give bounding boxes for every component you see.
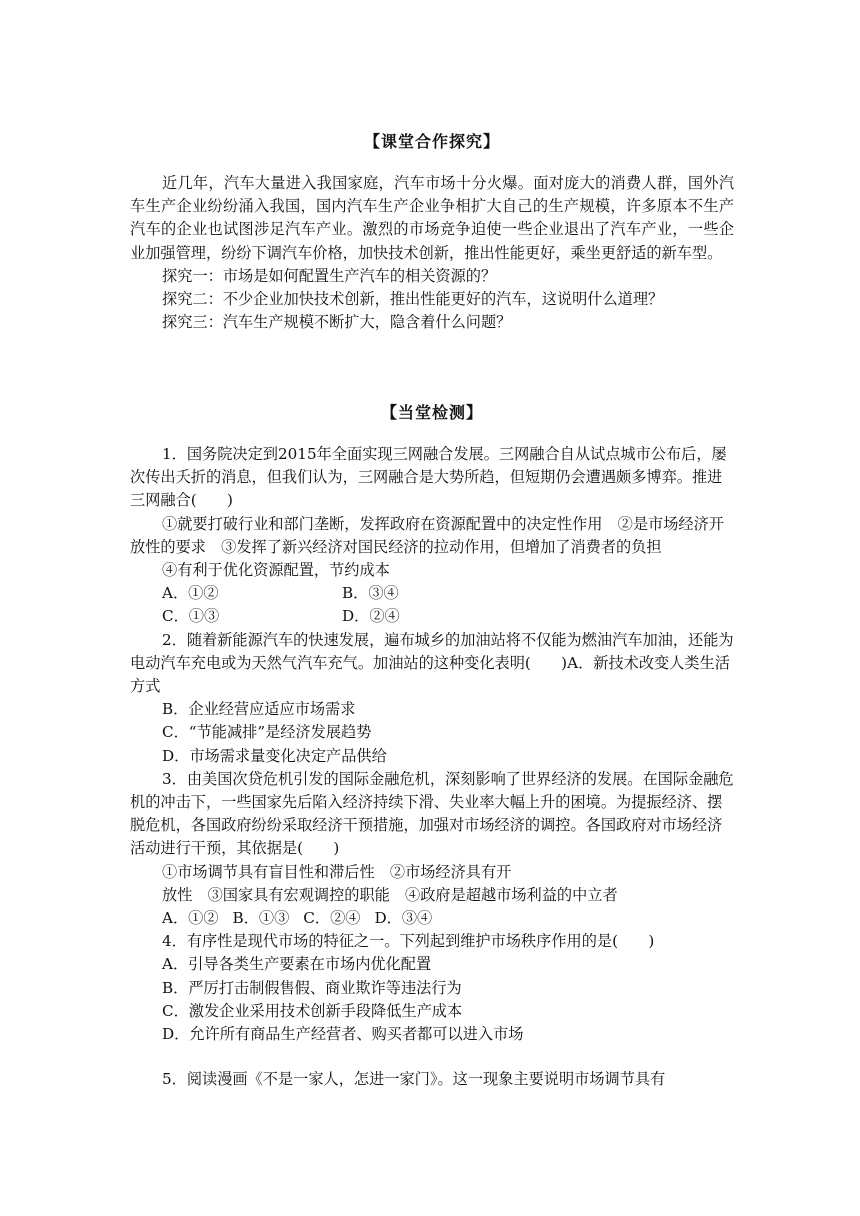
- question-1-stem: 1．国务院决定到2015年全面实现三网融合发展。三网融合自从试点城市公布后，屡次传出夭折的消息，但我们认为，三网融合是大势所趋，但短期仍会遭遇颇多博弈。推进三网融合( ): [130, 445, 727, 510]
- question-2-stem: 2．随着新能源汽车的快速发展，遍布城乡的加油站将不仅能为燃油汽车加油，还能为电动汽车充电或为天然气汽车充气。加油站的这种变化表明( )A．新技术改变人类生活方式: [130, 630, 734, 696]
- question-1-option-c: C．①③: [162, 607, 220, 626]
- inquiry-paragraph: 近几年，汽车大量进入我国家庭，汽车市场十分火爆。面对庞大的消费人群，国外汽车生产企业纷纷涌入我国，国内汽车生产企业争相扩大自己的生产规模，许多原本不生产汽车的企业也试图涉足汽车产业。激烈的市场竞争迫使一些企业退出了汽车产业，一些企业加强管理，纷纷下调汽车价格，加快技术创新，推出性能更好，乘坐更舒适的新车型。: [130, 174, 734, 262]
- question-2-option-d: D．市场需求量变化决定产品供给: [162, 746, 387, 765]
- question-3-option-b: B．①③: [232, 909, 290, 928]
- question-1-options-row2: [130, 605, 734, 628]
- exploration-3: 探究三：汽车生产规模不断扩大，隐含着什么问题？: [162, 313, 512, 332]
- question-3-statements-line2: 放性 ③国家具有宏观调控的职能 ④政府是超越市场利益的中立者: [162, 885, 618, 904]
- question-4-option-b: B．严厉打击制假售假、商业欺诈等违法行为: [162, 978, 462, 997]
- question-2-option-b: B．企业经营应适应市场需求: [162, 700, 356, 719]
- question-4-option-d: D．允许所有商品生产经营者、购买者都可以进入市场: [162, 1025, 524, 1044]
- question-1-statement-4: ④有利于优化资源配置，节约成本: [162, 561, 390, 580]
- question-3-stem: 3．由美国次贷危机引发的国际金融危机，深刻影响了世界经济的发展。在国际金融危机的冲击下，一些国家先后陷入经济持续下滑、失业率大幅上升的困境。为提振经济、摆脱危机，各国政府纷纷采取经济干预措施，加强对市场经济的调控。各国政府对市场经济活动进行干预，其依据是( ): [130, 769, 734, 858]
- question-1-statements: ①就要打破行业和部门垄断，发挥政府在资源配置中的决定性作用 ②是市场经济开放性的要求 ③发挥了新兴经济对国民经济的拉动作用，但增加了消费者的负担: [130, 514, 724, 556]
- test-questions: [130, 443, 734, 1091]
- question-1-option-b: B．③④: [342, 584, 399, 603]
- question-4-stem: 4．有序性是现代市场的特征之一。下列起到维护市场秩序作用的是( ): [162, 932, 655, 951]
- question-1-option-d: D．②④: [342, 607, 400, 626]
- question-3-statements-line1: ①市场调节具有盲目性和滞后性 ②市场经济具有开: [162, 862, 512, 881]
- inquiry-section: [130, 172, 734, 334]
- question-2-option-c: C．“节能减排”是经济发展趋势: [162, 723, 372, 742]
- section-title-cooperative-inquiry: 【课堂合作探究】: [363, 132, 500, 151]
- spacer: [130, 1046, 734, 1068]
- question-3-option-d: D．③④: [374, 909, 433, 928]
- section-title-in-class-test: 【当堂检测】: [380, 403, 483, 422]
- question-4-option-a: A．引导各类生产要素在市场内优化配置: [162, 955, 432, 974]
- question-4-option-c: C．激发企业采用技术创新手段降低生产成本: [162, 1001, 463, 1020]
- exploration-1: 探究一：市场是如何配置生产汽车的相关资源的？: [162, 266, 497, 285]
- question-3-option-a: A．①②: [162, 909, 219, 928]
- exploration-2: 探究二：不少企业加快技术创新，推出性能更好的汽车，这说明什么道理？: [162, 290, 664, 309]
- question-5-stem: 5．阅读漫画《不是一家人，怎进一家门》。这一现象主要说明市场调节具有: [162, 1070, 666, 1089]
- question-1-option-a: A．①②: [162, 584, 219, 603]
- question-3-option-c: C．②④: [303, 909, 361, 928]
- question-1-options-row1: [130, 582, 734, 605]
- question-3-options: [130, 907, 734, 930]
